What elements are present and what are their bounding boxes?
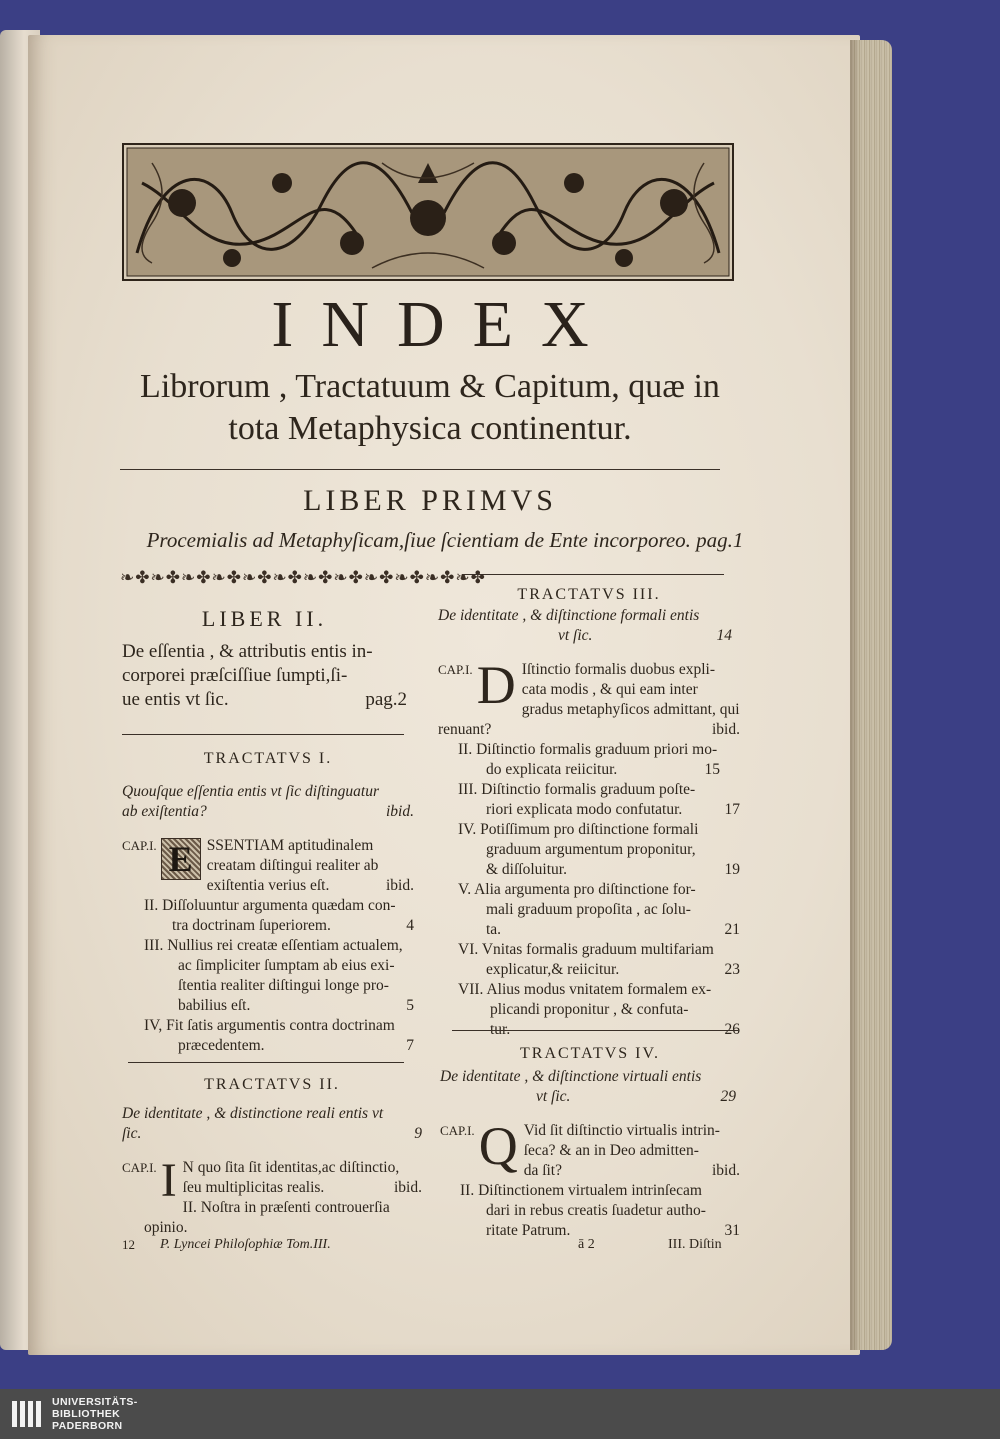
signature-mark: ā 2 <box>578 1237 595 1252</box>
chapter-entry <box>438 940 740 980</box>
page-number: 31 <box>724 1222 740 1239</box>
page-number: 14 <box>716 627 732 644</box>
page-number: ibid. <box>712 721 740 738</box>
chapter-entry <box>122 936 414 1016</box>
description-line: ſic. <box>122 1125 142 1142</box>
chapter-number: V. <box>458 881 472 898</box>
chapter-number: VII. <box>458 981 484 998</box>
tractatus-3 <box>438 584 740 1040</box>
page-number: ibid. <box>712 1162 740 1179</box>
tractatus-heading: TRACTATVS II. <box>204 1076 340 1093</box>
tractatus-heading: TRACTATVS I. <box>203 750 333 767</box>
volume-signature: P. Lyncei Philoſophiæ Tom.III. <box>160 1237 331 1252</box>
entry-line: ta. <box>486 921 502 938</box>
page-number: ibid. <box>386 803 414 820</box>
fleuron-border: ❧✤❧✤❧✤❧✤❧✤❧✤❧✤❧✤❧✤❧✤❧✤❧✤ <box>120 568 486 587</box>
entry-line: Noſtra in præſenti controuerſia opinio. <box>144 1199 390 1236</box>
chapter-entry <box>438 780 740 820</box>
chapter-number: IV. <box>458 821 477 838</box>
chapter-number: III. <box>458 781 478 798</box>
chapter-entry <box>122 1016 414 1056</box>
entry-line: da ſit? <box>523 1162 562 1179</box>
chapter-label: CAP.I. <box>122 838 157 853</box>
left-column <box>122 604 407 712</box>
divider-rule <box>462 574 724 575</box>
entry-line: graduum argumentum proponitur, <box>486 841 696 858</box>
library-logo-bar <box>0 1389 1000 1439</box>
entry-line: exiſtentia verius eſt. <box>206 877 330 894</box>
entry-line: Alius modus vnitatem formalem ex- <box>486 981 712 998</box>
entry-line: Diſſoluuntur argumenta quædam con- <box>162 897 396 914</box>
chapter-entry <box>438 740 740 780</box>
chapter-label: CAP.I. <box>122 1160 157 1175</box>
chapter-number: VI. <box>458 941 479 958</box>
page-number: 19 <box>724 861 740 878</box>
library-name-line: UNIVERSITÄTS- <box>52 1396 138 1408</box>
subtitle-line: tota Metaphysica continentur. <box>228 410 632 447</box>
entry-line: plicandi proponitur , & confuta- <box>490 1001 689 1018</box>
chapter-label: CAP.I. <box>438 662 473 677</box>
entry-line: mali graduum propoſita , ac ſolu- <box>486 901 691 918</box>
entry-line: gradus metaphyſicos admittant, qui <box>521 701 740 718</box>
entry-line: & diſſoluitur. <box>486 861 567 878</box>
description-line: ab exiſtentia? <box>122 803 207 820</box>
chapter-number: III. <box>144 937 164 954</box>
drop-cap-initial: Q <box>478 1116 518 1176</box>
chapter-entry <box>122 1154 422 1207</box>
entry-line: do explicata reiicitur. <box>486 761 618 778</box>
description-line: De identitate , & distinctione reali entis vt <box>122 1105 384 1122</box>
page-number: 26 <box>724 1021 740 1038</box>
chapter-entry <box>438 880 740 940</box>
library-name <box>52 1396 138 1432</box>
entry-line: præcedentem. <box>178 1037 265 1054</box>
page-number: ibid. <box>386 877 414 894</box>
library-name-line: PADERBORN <box>52 1420 123 1432</box>
chapter-entry <box>122 896 414 936</box>
tractatus-2 <box>122 1074 422 1252</box>
entry-line: Alia argumenta pro diſtinctione for- <box>474 881 696 898</box>
divider-rule <box>452 1030 738 1031</box>
page-number: 7 <box>406 1037 414 1054</box>
entry-line: renuant? <box>438 721 492 738</box>
entry-line: ritate Patrum. <box>486 1222 571 1239</box>
chapter-entry <box>440 1181 740 1241</box>
tractatus-description <box>438 606 740 646</box>
chapter-entry <box>438 820 740 880</box>
entry-line: tur. <box>490 1021 511 1038</box>
page-number: 12 <box>122 1237 135 1252</box>
page-number: 9 <box>414 1125 422 1142</box>
drop-cap-initial: I <box>160 1154 177 1207</box>
chapter-entry <box>122 836 414 896</box>
entry-line: Vnitas formalis graduum multifariam <box>481 941 714 958</box>
entry-line: Diſtinctio formalis graduum priori mo- <box>476 741 718 758</box>
divider-rule <box>120 469 720 470</box>
subtitle-line: Librorum , Tractatuum & Capitum, quæ in <box>140 368 720 405</box>
entry-line: creatam diſtingui realiter ab <box>206 857 379 874</box>
page-number: 17 <box>724 801 740 818</box>
entry-line: explicatur,& reiicitur. <box>486 961 620 978</box>
entry-line: riori explicata modo confutatur. <box>486 801 683 818</box>
tractatus-heading: TRACTATVS III. <box>517 586 661 603</box>
chapter-entry <box>440 1116 740 1181</box>
entry-line: SSENTIAM aptitudinalem <box>206 837 374 854</box>
entry-line: Iſtinctio formalis duobus expli- <box>521 661 715 678</box>
chapter-number: II. <box>182 1199 197 1216</box>
drop-cap-initial: D <box>476 655 516 715</box>
page-number: pag.2 <box>365 689 407 710</box>
tractatus-description <box>122 1104 422 1144</box>
entry-line: ſeu multiplicitas realis. <box>182 1179 325 1196</box>
entry-line: Vid ſit diſtinctio virtualis intrin- <box>523 1122 720 1139</box>
description-line: De identitate , & diſtinctione virtuali entis <box>440 1068 702 1085</box>
entry-line: babilius eſt. <box>178 997 251 1014</box>
entry-line: Fit ſatis argumentis contra doctrinam <box>166 1017 395 1034</box>
description-line: vt ſic. <box>558 627 593 644</box>
page-number: 21 <box>724 921 740 938</box>
tractatus-4 <box>440 1043 740 1241</box>
chapter-number: IV, <box>144 1017 163 1034</box>
entry-line: tra doctrinam ſuperiorem. <box>172 917 331 934</box>
divider-rule <box>128 1062 404 1063</box>
entry-line: ſeca? & an in Deo admitten- <box>523 1142 699 1159</box>
page-number: 15 <box>704 761 720 778</box>
index-subtitle <box>100 366 760 450</box>
entry-line: Potiſſimum pro diſtinctione formali <box>480 821 699 838</box>
chapter-label: CAP.I. <box>440 1123 475 1138</box>
tractatus-heading: TRACTATVS IV. <box>520 1045 660 1062</box>
description-line: Quouſque eſſentia entis vt ſic diſtinguatur <box>122 783 380 800</box>
liber-secundus-description <box>122 640 407 712</box>
page-number: ibid. <box>394 1179 422 1196</box>
entry-line: Diſtinctio formalis graduum poſte- <box>481 781 696 798</box>
tractatus-description <box>440 1067 740 1107</box>
decorated-initial: E <box>161 838 201 880</box>
page-number: 23 <box>724 961 740 978</box>
description-line: De identitate , & diſtinctione formali entis <box>438 607 700 624</box>
divider-rule <box>122 734 404 735</box>
index-title: INDEX <box>271 288 617 361</box>
description-line: corporei præſciſſiue ſumpti,ſi- <box>122 665 348 686</box>
page-number: 4 <box>406 917 414 934</box>
description-line: vt ſic. <box>536 1088 571 1105</box>
entry-line: Nullius rei creatæ eſſentiam actualem, <box>167 937 403 954</box>
entry-line: Diſtinctionem virtualem intrinſecam <box>478 1182 702 1199</box>
tractatus-1 <box>122 748 414 1056</box>
entry-line: dari in rebus creatis ſuadetur autho- <box>486 1202 706 1219</box>
liber-primus-heading: LIBER PRIMVS <box>303 484 557 517</box>
catchword: III. Diſtin <box>668 1237 722 1252</box>
chapter-number: II. <box>144 897 159 914</box>
chapter-number: II. <box>460 1182 475 1199</box>
page-number: 29 <box>720 1088 736 1105</box>
page-shadow <box>850 40 860 1350</box>
library-name-line: BIBLIOTHEK <box>52 1408 121 1420</box>
ornamental-headpiece <box>122 143 734 281</box>
description-line: De eſſentia , & attributis entis in- <box>122 641 373 662</box>
tractatus-description <box>122 782 414 822</box>
library-logo-icon <box>10 1397 44 1431</box>
liber-secundus-heading: LIBER II. <box>201 606 328 631</box>
description-line: ue entis vt ſic. <box>122 689 229 710</box>
page-number: 5 <box>406 997 414 1014</box>
entry-line: cata modis , & qui eam inter <box>521 681 698 698</box>
entry-line: N quo ſita ſit identitas,ac diſtinctio, <box>182 1159 400 1176</box>
chapter-entry <box>438 980 740 1040</box>
chapter-entry <box>438 655 740 740</box>
chapter-number: II. <box>458 741 473 758</box>
liber-primus-description: Procemialis ad Metaphyſicam,ſiue ſcientiam de Ente incorporeo. pag.1 <box>146 528 744 552</box>
entry-line: ac ſimpliciter ſumptam ab eius exi- <box>178 957 395 974</box>
entry-line: ſtentia realiter diſtingui longe pro- <box>178 977 389 994</box>
